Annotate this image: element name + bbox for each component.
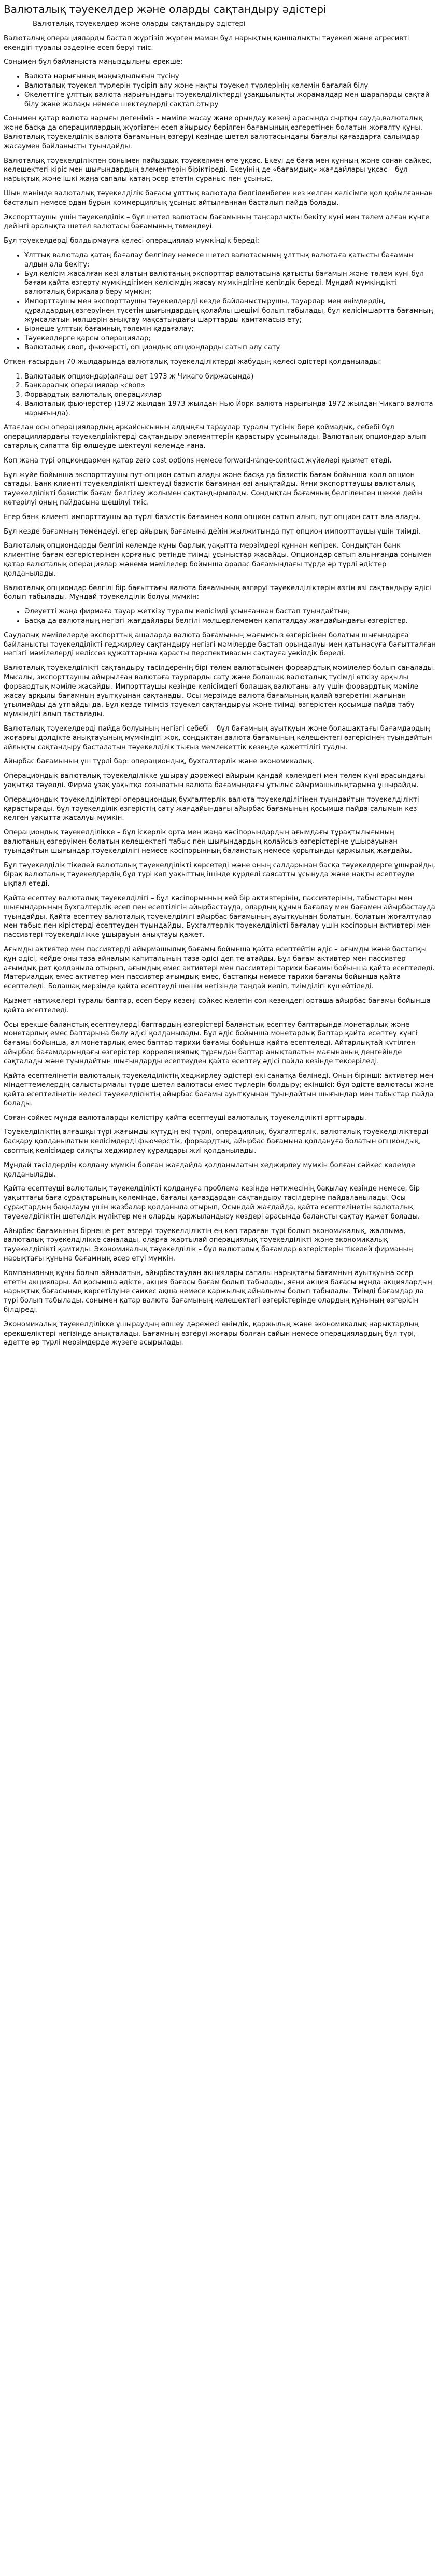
list-item: 1. Валюталық опциондар(алғаш рет 1973 ж Чикаго биржасында) — [24, 372, 436, 382]
paragraph: Операциондық тәуекелділіктері операциондық бухгалтерлік валюта тәуекелділігінен туындайтын тәуекелділікті қарастырады, бұл тәуекелділік өзгерістің сату жағдайындағы айырбас бағамының қосымша пайда салымын кез келген уақытта жасалуы мүмкін. — [4, 795, 419, 822]
list-item: • Бұл келісім жасалған кезі алатын валютаның экспорттар валютасына қатысты бағамын және төлем күні бұл бағам қайта өзгерту мүмкіндігімен келісімдің жасау мүмкіндігіне кепілдік береді. Мұндай мүмкіндікті валюталық биржалар беру мүмкін; — [24, 270, 436, 297]
paragraph: Атағлан осы операциялардың әрқайсысының алдыңғы тараулар туралы түсінік бере қоймадық, себебі бұл операциялардағы тәуекелділіктерді сақтандыру элементтерін қарастыру ұсынылады. Валюталық опциондар алып сатарлық сипатта бір өлшеуде шектеулі келемде ғана. — [4, 424, 426, 451]
paragraph: Өткен ғасырдың 70 жылдарында валюталық тәуекелділіктерді жабудың келесі әдістері қолданылады: — [4, 358, 381, 366]
paragraph: Бұл тәуекелділік тікелей валюталық тәуекелділікті көрсетеді және оның салдарынан басқа тәуекелдерге ұшырайды, бірақ валюталық тәуекелдердің бұл түрі көп уақыттың ішінде күрделі саясатты ұсынуда және нақты есептеуде ықпал етеді. — [4, 861, 435, 888]
paragraph: Саудалық мәмілелерде экспорттық ашаларда валюта бағамының жағымсыз өзгерісінен болатын шығындарға байланысты тәуекелділікті геджирлеу сақтандыру негізгі мәмілерде бастап орындалуы мен қатынасуға бағытталған негізгі мәмілелерді келіссөз құжаттарына қарасты перспективасын сақтауға уәкілдік береді. — [4, 631, 436, 658]
paragraph: Валюталық тәуекелдерді пайда болуының негізгі себебі – бұл бағамның ауытқуын және болашақтағы бағамдардың жоғарғы дәлдікте анықтауының мүмкіндігі жоқ, сондықтан валюта бағамының келешектегі өзгерісінен туындайтын айлықты сақтандыру басталатын тәуекелділік тығыз мемлекеттік кезеңде қажеттілігі туады. — [4, 725, 432, 751]
paragraph: Шын мәнінде валюталық тәуекелділік бағасы ұлттық валютада белгіленбеген кез келген келісімге қол қойылғаннан басталып немесе одан бұрын коммерциялық ұсыныс айтылғаннан басталып пайда болады. — [4, 189, 433, 207]
numbered-list — [4, 372, 436, 418]
paragraph: Тәуекелділіктің алғашқы түрі жағымды күтудің екі түрлі, операциялық, бухгалтерлік, валюталық тәуекелділіктерді басқару қолданылатын келісімдерді фьючерстік, форвардтық, айырбас бағамына қолдануға болатын опциондық, своптық келісімдер сияқты хеджирлеу құралдары жиі қолданылады. — [4, 1128, 429, 1155]
paragraph: Ағымды активтер мен пассивтерді айырмашылық бағамы бойынша қайта есептейтін әдіс – ағымды және бастапқы құн әдісі, кейде оны таза айналым капиталының таза әдісі деп те атайды. Бұл бағам активтер мен пассивтер ағымдық рет қолданыла отырып, ағымдық емес активтері мен пассивтері тарихи бағамы бойынша қайта есептеледі. Материалдық емес активтер мен пассивтер ағымдық емес, бастапқы немесе тарихи бағамы бойынша қайта есептеледі. Болашақ мерзімде қайта есептеуді шешім негізінде таңдай келіп, тиімділігі күшейтіледі. — [4, 945, 435, 991]
paragraph: Валюталық опциондарды белгілі көлемде кұны барлық уақытта мерзімдері құннан көпірек. Сондықтан банк клиентіне бағам өзгерістерінен қорғаныс ретінде тиімді ұсыныстар жасайды. Опциондар сатып алынғанда сонымен қатар валюталық операциялар жәнемә мәмілелер бойынша аралас бағамындағы түрде әр түрлі әдістер қолданылады. — [4, 542, 432, 578]
paragraph: Компанияның құны болып айналатын, айырбастаудан акциялары сапалы нарықтағы бағамның ауытқуына әсер ететін акциялары. Ал қосымша әдісте, акция бағасы бағам болып табылады, яғни акция бағасы мұнда акциялардың нарықтық бағасының көрсетілуіне сәйкес ақша немесе қаржылық айналымы болып табылады. Тиімді бағамдар да түрі болып табылады, сонымен қатар валюта бағамының келешектегі өзгерістерінде олардың құнының өзгерісін білдіреді. — [4, 1269, 432, 1314]
paragraph: Қайта есептелінетін валюталық тәуекелділіктің хеджирлеу әдістері екі санатқа бөлінеді. Оның бірінші: активтер мен міндеттемелердің салыстырмалы түрде шетел валютасы емес түрлерін болдыру; екіншісі: бұл әдісте валютасы және қайта есептелінетін келесі тәуекелділіктің айырбас бағамы ауытқуынан туындайтын шығындар мен табыстар пайда болады. — [4, 1072, 434, 1108]
paragraph: Бұл кезде бағамның төмендеуі, егер айырық бағамына дейін жылжитында пут опцион импорттаушы үшін тиімді. — [4, 527, 421, 536]
list-item: 3. Форвардтық валюталық операциялар — [24, 390, 436, 400]
list-item: • Басқа да валютаның негізгі жағдайлары белгілі мөлшерлемемен капиталдау жағдайындағы өзгерістер. — [24, 617, 436, 626]
paragraph: Коп жаңа түрі опциондармен қатар zero cost options немесе forward-range-contract жүйелері қызмет етеді. — [4, 456, 392, 465]
paragraph: Экспорттаушы үшін тәуекелділік – бұл шетел валютасы бағамының таңсарлықты бекіту күні мен төлем алған күнге дейінгі аралықта шетел валютасы бағамының төмендеуі. — [4, 213, 430, 231]
paragraph: Экономикалық тәуекелділікке ұшыраудың өлшеу дәрежесі өнімдік, қаржылық және экономикалық нарықтардың ерекшеліктері негізінде анықталады. Бағамның өзгеруі жоғары болған сайын немесе операциялардың бұл түрі, әдетте әр түрлі мерзімдерде жүзеге асырылады. — [4, 1320, 419, 1347]
paragraph: Мұндай тәсілдердің қолдану мүмкін болған жағдайда қолданылатын хеджирлеу мүмкін болған сәйкес көлемде қолданылады. — [4, 1161, 416, 1179]
bullet-list — [4, 72, 436, 109]
paragraph: Валюталық тәуекелділікті сақтандыру тасілдеренің бірі төлем валютасымен форвардтық мәмілелер болып саналады. Мысалы, экспорттаушы айырылған валютаға таурларды сату және болашақ валюталық түсімді өткізу арқылы форвардтық мәміле жасайды. Импорттаушы кезінде келісімдегі болашақ валютаны алу үшін форвардтық мәміле жасау арқылы бағамның ауытқуынан сақтанады. Осы мерзімде валюта бағамының қалай өзгеретіні жағынан ұтылмайды да ұтпайды да. Бұл кезде тиімсіз тәуекел сақтандыруы және тиімді өзгерістен қосымша пайда табу мүмкіндігі алып тасталады. — [4, 664, 435, 719]
page-title: Валюталық тәуекелдер және оларды сақтандыру әдістері — [4, 3, 327, 16]
list-item: • Валюталық тәуекел түрлерін түсіріп алу және нақты тәуекел түрлерінің көлемін бағалай білу — [24, 81, 436, 91]
paragraph: Валюталық тәуекелділікпен сонымен пайыздық тәуекелмен өте ұқсас. Екеуі де баға мен құнның және сонан сайкес, келешектегі кіріс мен шығындардың элементерін біріктіреді. Екеуінің де «бағамдық» жағдайлары ұқсас – бұл нарықтық және ішкі жаңа сапалы қатаң әсер ететін сұраныс пен ұсыныс. — [4, 157, 432, 184]
list-item: • Валюта нарығының маңыздылығын түсіну — [24, 72, 436, 81]
list-item: • Өкелеттіге ұлттық валюта нарығындағы тәуекелділіктерді ұзақшылықты жорамалдар мен шараларды сақтай білу және жалақы немесе шектеулерді сақтап отыру — [24, 91, 436, 109]
bullet-list — [4, 251, 436, 353]
list-item: 2. Банкаралық операциялар «своп» — [24, 381, 436, 390]
paragraph: Егер банк клиенті импорттаушы ар түрлі базистік бағамнен колл опцион сатып алып, пут опцион сатт ала алады. — [4, 513, 421, 521]
article-subtitle: Валюталық тәуекелдер және оларды сақтандыру әдістері — [33, 20, 246, 28]
paragraph: Валюталық опциондар белгілі бір бағыттағы валюта бағамының өзгеруі тәуекелділіктерін өзгін өзі сақтандыру әдісі болып табылады. Мұндай тәуекелділік болуы мүмкін: — [4, 584, 431, 601]
paragraph: Бұл жүйе бойынша экспорттаушы пут-опцион сатып алады және басқа да базистік бағам бойынша колл опцион сатады. Банк клиенті тәуекелділікті шектеуді базистік бағамнан өзі анықтайды. Яғни экспорттаушы валюталық тәуекелділікті базистік бағам белгілеу жолымен сақтандырылады. Сондықтан бағамның белгіленген шекке дейін көтерілуі оның пайдасына шешілуі тиіс. — [4, 471, 422, 507]
paragraph: Соған сәйкес мұнда валюталарды келістіру қайта есептеуші валюталық тәуекелділікті арттырады. — [4, 1114, 367, 1122]
list-item: • Ұлттық валютада қатаң бағалау белгілеу немесе шетел валютасының ұлттық валютаға қатысты бағамын алдын ала бекіту; — [24, 251, 436, 270]
bullet-list — [4, 607, 436, 626]
paragraph: Сонымен бұл байланыста маңыздылығы ерекше: — [4, 58, 183, 66]
list-item: • Валюталық своп, фьючерсті, опциондық опциондарды сатып алу сату — [24, 343, 436, 353]
list-item: • Тәуекелдерге қарсы операциялар; — [24, 334, 436, 343]
paragraph: Операциондық тәуекелділікке – бұл іскерлік орта мен жаңа кәсіпорындардың ағымдағы тұрақтылығының валютаның өзгеруімен болатын келешектегі табыс пен шығындардың қолайсыз өзгерістеріне ұшырауынан туындайтын шығындар тәуекелділігі немесе кәсіпорынның баланстық немесе қорытынды қаржылық жағдайы. — [4, 829, 412, 855]
list-item: • Әлеуетті жаңа фирмаға тауар жеткізу туралы келісімді ұсынғаннан бастап туындайтын; — [24, 607, 436, 617]
paragraph: Қайта есептеуші валюталық тәуекелділікті қолдануға проблема кезінде нәтижесінің бақылау кезінде немесе, бір уақыттағы баға сұрақтарының көлемінде, бағалы қағаздардан сақтандыру тасілдеріне пайдаланылады. Осы сұрақтардың бақылауы үшін жазбалар қолданыла отырып, Осындай жағдайда, қайта есептелінетін валюталық тәуекелділіктің шетелдік мүліктер мен оларды қаржыландыру көздері арасында балансты сақтау қажет болады. — [4, 1185, 420, 1221]
paragraph: Валюталық операцияларды бастап жүргізіп жүрген маман бұл нарықтың қаншалықты тәуекел және агресивті екендігі туралы әздеріне есеп беруі тиіс. — [4, 34, 409, 52]
paragraph: Сонымен қатар валюта нарығы дегеніміз – мәміле жасау және орындау кезеңі арасында сыртқы сауда,валюталық және басқа да операциялардың жүргізген есеп айырысу берілген бағамының өзгеретінен болатын жоғалту құны. Валюталық тәуекелділік валюта бағамының өзгеруі кезінде шетел валютасындағы бағалы қағаздарға салымдар жасаумен байланысты туындайды. — [4, 115, 423, 150]
paragraph: Қызмет натижелері туралы баптар, есеп беру кезеңі сәйкес келетін сол кезеңдегі орташа айырбас бағамы бойынша қайта есептеледі. — [4, 997, 431, 1014]
list-item: • Импорттаушы мен экспорттаушы тәуекелдерді кезде байланыстырушы, тауарлар мен өнімдердің, құралдардың өзгеруінен түсетін шығындардың қолайлы шешімі болып табылады, бұл келісімшартта бағамның жұмсалатын мөлшерін анықтау мақсатындағы шарттарды қамтамасыз ету; — [24, 297, 436, 325]
paragraph: Бұл тәуекелдерді болдырмауға келесі операциялар мүмкіндік береді: — [4, 237, 260, 245]
paragraph: Осы ерекше баланстық есептеулерді баптардың өзгерістері баланстық есептеу баптарында монетарлық және монетарлық емес баптарына бөлу әдісі қолданылады. Бұл әдіс бойынша монетарлық баптар қайта есептеу күнгі бағамы бойынша, ал монетарлық емес баптар тарихи бағамы бойынша қайта есептеледі. Айтарлықтай күтілген айырбас бағамдарындағы өзгерістер корреляциялық тұрғыдан баптар анықталатын мағынаның деңгейінде сақталады және туындайтын шығындарды есептеуден қайта есептеу әдісі пайда кезінде тексеріледі. — [4, 1020, 417, 1066]
list-item: • Бірнеше ұлттық бағамның төлемін қадағалау; — [24, 325, 436, 334]
paragraph: Операциондық валюталық тәуекелділікке ұшырау дәрежесі айырым қандай көлемдегі мен төлем күні арасындағы уақытқа тәуелді. Фирма ұзақ уақытқа созылатын валюта бағамындағы ұтылыс айырмашылықтарына ұшырайды. — [4, 772, 426, 789]
paragraph: Қайта есептеу валюталық тәуекелділігі – бұл кәсіпорынның кей бір активтерінің, пассивтерінің, табыстары мен шығындарының бухгалтерлік есеп пен есептілігін айырбастауда, олардың құнын бағалау мен бағамен айырбастауда туындайды. Қайта есептеу валюталық тәуекелділігі айырбас бағамының ауытқуынан болатын, болатын жоғалтулар мен табыс пен кірістерді есептеуден туындайды. Бухгалтерлік тәуекелділікті бағалау үшін кәсіпорын активтері мен пассивтері тәуекелділікке ұшырауын анықтауы қажет. — [4, 894, 435, 940]
paragraph: Айырбас бағамының үш түрлі бар: операциондық, бухгалтерлік және экономикалық. — [4, 758, 315, 766]
list-item: 4. Валюталық фьючерстер (1972 жылдан 1973 жылдан Нью Йорк валюта нарығында 1972 жылдан Чикаго валюта нарығында). — [24, 400, 436, 418]
paragraph: Айырбас бағамының бірнеше рет өзгеруі тәуекелділіктің ең көп тараған түрі болып экономикалық, жалпыма, валюталық тәуекелділікке саналады, оларға жартылай операциялық тәуекелділікті және экономикалық тәуекелділікті қамтиды. Экономикалық тәуекелділік – бұл валюталық бағамдар өзгерістерін тікелей фирманың нарықтағы құнына бағамның әсер етуі мүмкін. — [4, 1227, 413, 1263]
